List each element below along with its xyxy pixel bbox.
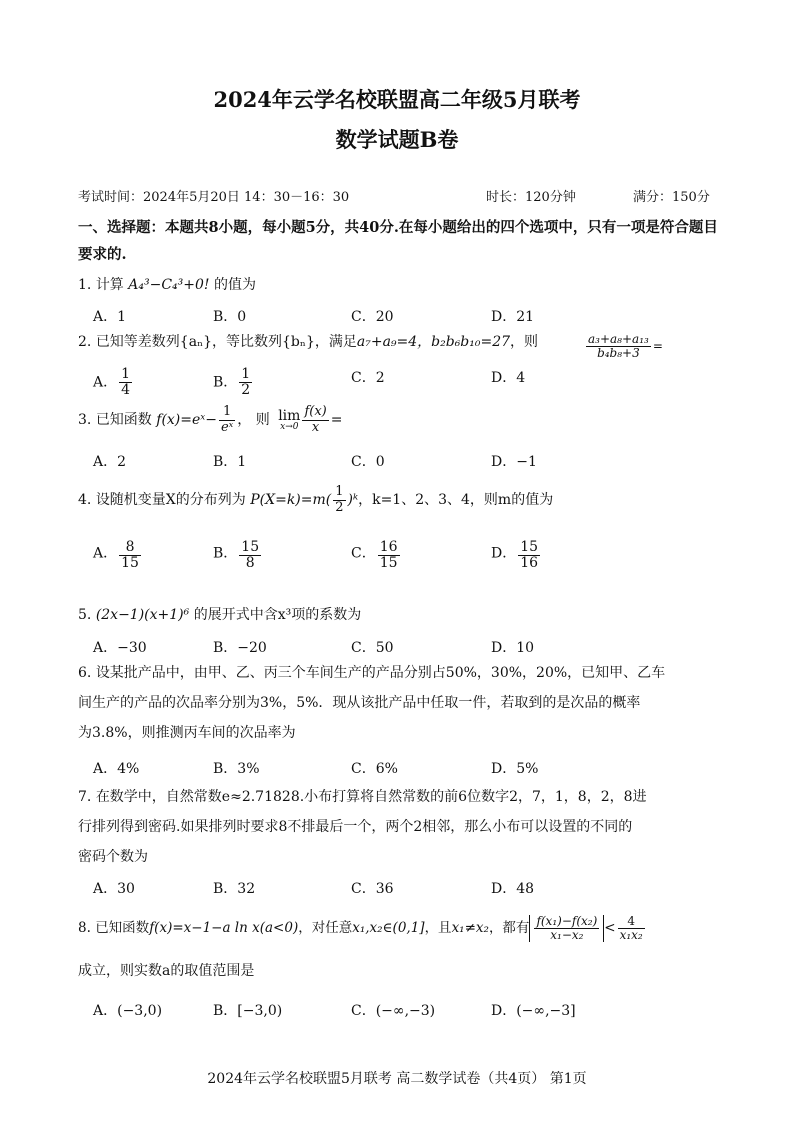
question-2: 2. 已知等差数列{aₙ}，等比数列{bₙ}，满足a₇+a₉=4，b₂b₆b₁₀=27，则 xyxy=(78,334,539,350)
question-4: 4. 设随机变量X的分布列为 P(X=k)=m( $\frac{1}{2}$ )ᵏ，k=1、2、3、4，则m的值为 xyxy=(78,484,554,515)
option-b: B．3% xyxy=(213,761,260,777)
question-8: 8. 已知函数f(x)=x−1−a ln x(a<0)，对任意x₁,x₂∈(0,1]，且x₁≠x₂，都有 $\frac{\text{f(x₁)−f(x₂)}}{\text{x₁−x₂}}$ < $\frac{4}{\text{x₁x₂}}$ xyxy=(78,913,643,942)
option-b: B．−20 xyxy=(213,640,267,656)
question-3: 3. 已知函数 f(x)=eˣ− $\frac{1}{\text{eˣ}}$ ， 则 lim x→0 $\frac{f(x)}{x}$ = xyxy=(78,404,343,435)
question-8-options xyxy=(93,1000,713,1024)
question-8-line2: 成立，则实数a的取值范围是 xyxy=(78,963,255,979)
question-7-options xyxy=(93,878,713,902)
option-a: A．4% xyxy=(93,761,140,777)
option-c: C．50 xyxy=(351,640,394,656)
option-b: B． $\frac{15}{8}$ xyxy=(213,539,260,572)
option-d: D．21 xyxy=(491,309,535,325)
question-6: 6. 设某批产品中，由甲、乙、丙三个车间生产的产品分别占50%，30%，20%，已知甲、乙车 间生产的产品的次品率分别为3%，5%．现从该批产品中任取一件，若取到的是次品的概率 为3.8%，则推测丙车间的次品率为 xyxy=(78,665,666,741)
option-d: D．4 xyxy=(491,370,526,386)
option-d: D．−1 xyxy=(491,454,537,470)
option-a: A．(−3,0) xyxy=(93,1003,163,1019)
option-b: B． $\frac{1}{2}$ xyxy=(213,366,251,399)
option-d: D．5% xyxy=(491,761,539,777)
option-c: C． $\frac{16}{15}$ xyxy=(351,539,398,572)
page-footer: 2024年云学名校联盟5月联考 高二数学试卷（共4页） 第1页 xyxy=(207,1071,587,1087)
question-1: 1. 计算 A₄³−C₄³+0! 的值为 xyxy=(78,277,256,293)
question-2-fraction: $\frac{\text{a₃+a₈+a₁₃}}{\text{b₄b₈+3}}$ = xyxy=(588,332,663,361)
option-a: A． $\frac{8}{15}$ xyxy=(93,539,139,572)
option-a: A．1 xyxy=(93,309,127,325)
question-5: 5. (2x−1)(x+1)⁶ 的展开式中含x³项的系数为 xyxy=(78,607,362,623)
option-a: A． $\frac{1}{4}$ xyxy=(93,366,131,399)
exam-duration: 时长：120分钟 xyxy=(486,190,576,205)
option-b: B．0 xyxy=(213,309,247,325)
option-b: B．[−3,0) xyxy=(213,1003,283,1019)
exam-subtitle: 数学试题B卷 xyxy=(335,127,459,152)
option-c: C．6% xyxy=(351,761,398,777)
option-a: A．2 xyxy=(93,454,127,470)
section-heading: 一、选择题：本题共8小题，每小题5分，共40分.在每小题给出的四个选项中，只有一项是符合题目要求的. xyxy=(78,219,718,263)
question-3-options xyxy=(93,451,713,475)
option-a: A．−30 xyxy=(93,640,147,656)
exam-title: 2024年云学名校联盟高二年级5月联考 xyxy=(213,87,581,112)
option-c: C．36 xyxy=(351,881,394,897)
option-d: D．10 xyxy=(491,640,535,656)
question-2-options xyxy=(93,357,713,397)
option-d: D． $\frac{15}{16}$ xyxy=(491,539,539,572)
option-d: D．(−∞,−3] xyxy=(491,1003,576,1019)
exam-time: 考试时间：2024年5月20日 14：30－16：30 xyxy=(78,190,350,205)
option-c: C．2 xyxy=(351,370,385,386)
option-c: C．20 xyxy=(351,309,394,325)
question-6-options xyxy=(93,758,713,782)
question-1-options xyxy=(93,306,713,330)
option-b: B．1 xyxy=(213,454,247,470)
option-b: B．32 xyxy=(213,881,256,897)
option-c: C．(−∞,−3) xyxy=(351,1003,436,1019)
exam-score: 满分：150分 xyxy=(633,190,710,205)
option-d: D．48 xyxy=(491,881,535,897)
question-7: 7. 在数学中，自然常数e≈2.71828.小布打算将自然常数的前6位数字2，7，1，8，2，8进 行排列得到密码.如果排列时要求8不排最后一个，两个2相邻，那么小布可以设置的不同的 密码个数为 xyxy=(78,789,647,865)
option-a: A．30 xyxy=(93,881,135,897)
question-4-options xyxy=(93,540,713,584)
option-c: C．0 xyxy=(351,454,385,470)
